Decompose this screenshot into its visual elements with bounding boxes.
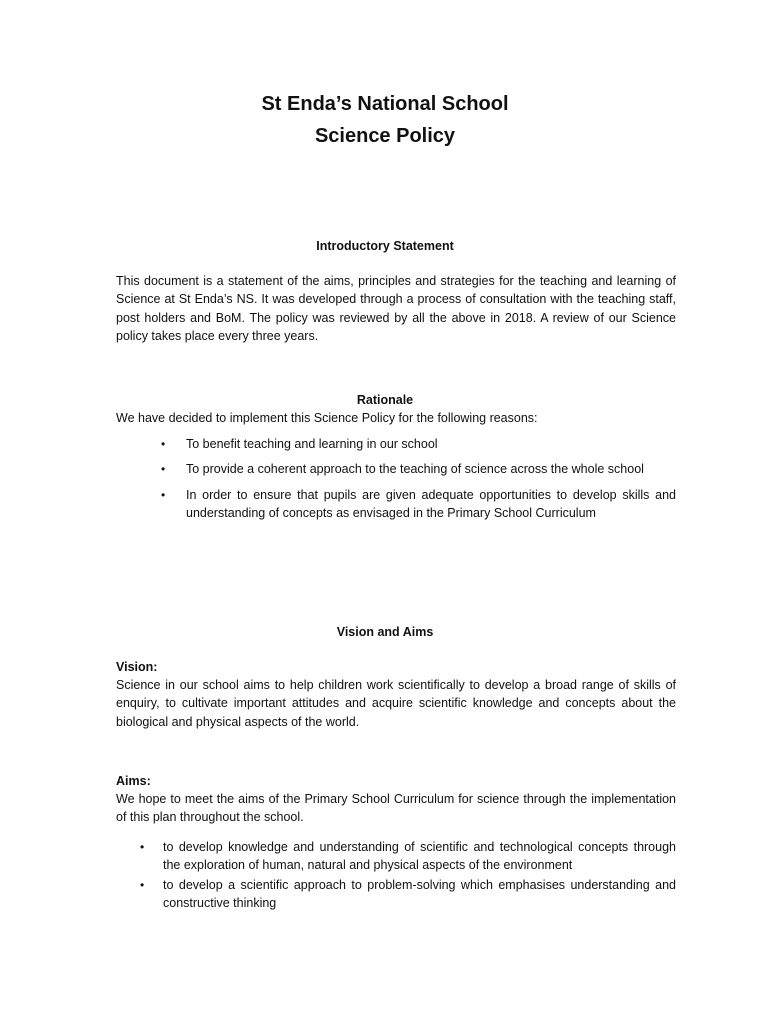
- bullet-icon: •: [140, 840, 145, 854]
- bullet-icon: •: [140, 877, 145, 892]
- bullet-icon: •: [161, 462, 166, 477]
- document-title-policy: Science Policy: [314, 125, 456, 147]
- list-item-text: To benefit teaching and learning in our school: [186, 437, 438, 451]
- aims-paragraph: We hope to meet the aims of the Primary School Curriculum for science through the implementation of this plan throughout the school.: [116, 792, 676, 825]
- vision-paragraph: Science in our school aims to help children work scientifically to develop a broad range of skills of enquiry, to cultivate important attitudes and acquire scientific knowledge and concepts about the biological and physical aspects of the world.: [116, 678, 676, 729]
- vision-aims-heading: Vision and Aims: [336, 625, 434, 639]
- list-item-text: To provide a coherent approach to the teaching of science across the whole school: [186, 462, 644, 477]
- rationale-intro: We have decided to implement this Science Policy for the following reasons:: [116, 411, 538, 425]
- bullet-icon: •: [161, 487, 166, 502]
- document-title-school: St Enda’s National School: [261, 93, 509, 115]
- introductory-paragraph: This document is a statement of the aims, principles and strategies for the teaching and learning of Science at St Enda’s NS. It was developed through a process of consultation with the teaching staff, post holders and BoM. The policy was reviewed by all the above in 2018. A review of our Science policy takes place every three years.: [116, 274, 676, 343]
- list-item: [140, 876, 676, 913]
- aims-list: [140, 838, 676, 913]
- rationale-heading: Rationale: [356, 393, 414, 407]
- list-item: [161, 486, 676, 523]
- list-item: [161, 435, 676, 453]
- vision-label: Vision:: [116, 660, 158, 674]
- bullet-icon: •: [161, 437, 166, 451]
- rationale-list: [161, 435, 676, 529]
- list-item: [161, 460, 676, 478]
- aims-label: Aims:: [116, 774, 151, 788]
- list-item-text: to develop knowledge and understanding of scientific and technological concepts through the exploration of human, natural and physical aspects of the environment: [163, 840, 676, 873]
- list-item-text: In order to ensure that pupils are given adequate opportunities to develop skills and understanding of concepts as envisaged in the Primary School Curriculum: [186, 487, 676, 520]
- introductory-heading: Introductory Statement: [316, 239, 454, 253]
- list-item-text: to develop a scientific approach to problem-solving which emphasises understanding and constructive thinking: [163, 877, 676, 910]
- list-item: [140, 838, 676, 875]
